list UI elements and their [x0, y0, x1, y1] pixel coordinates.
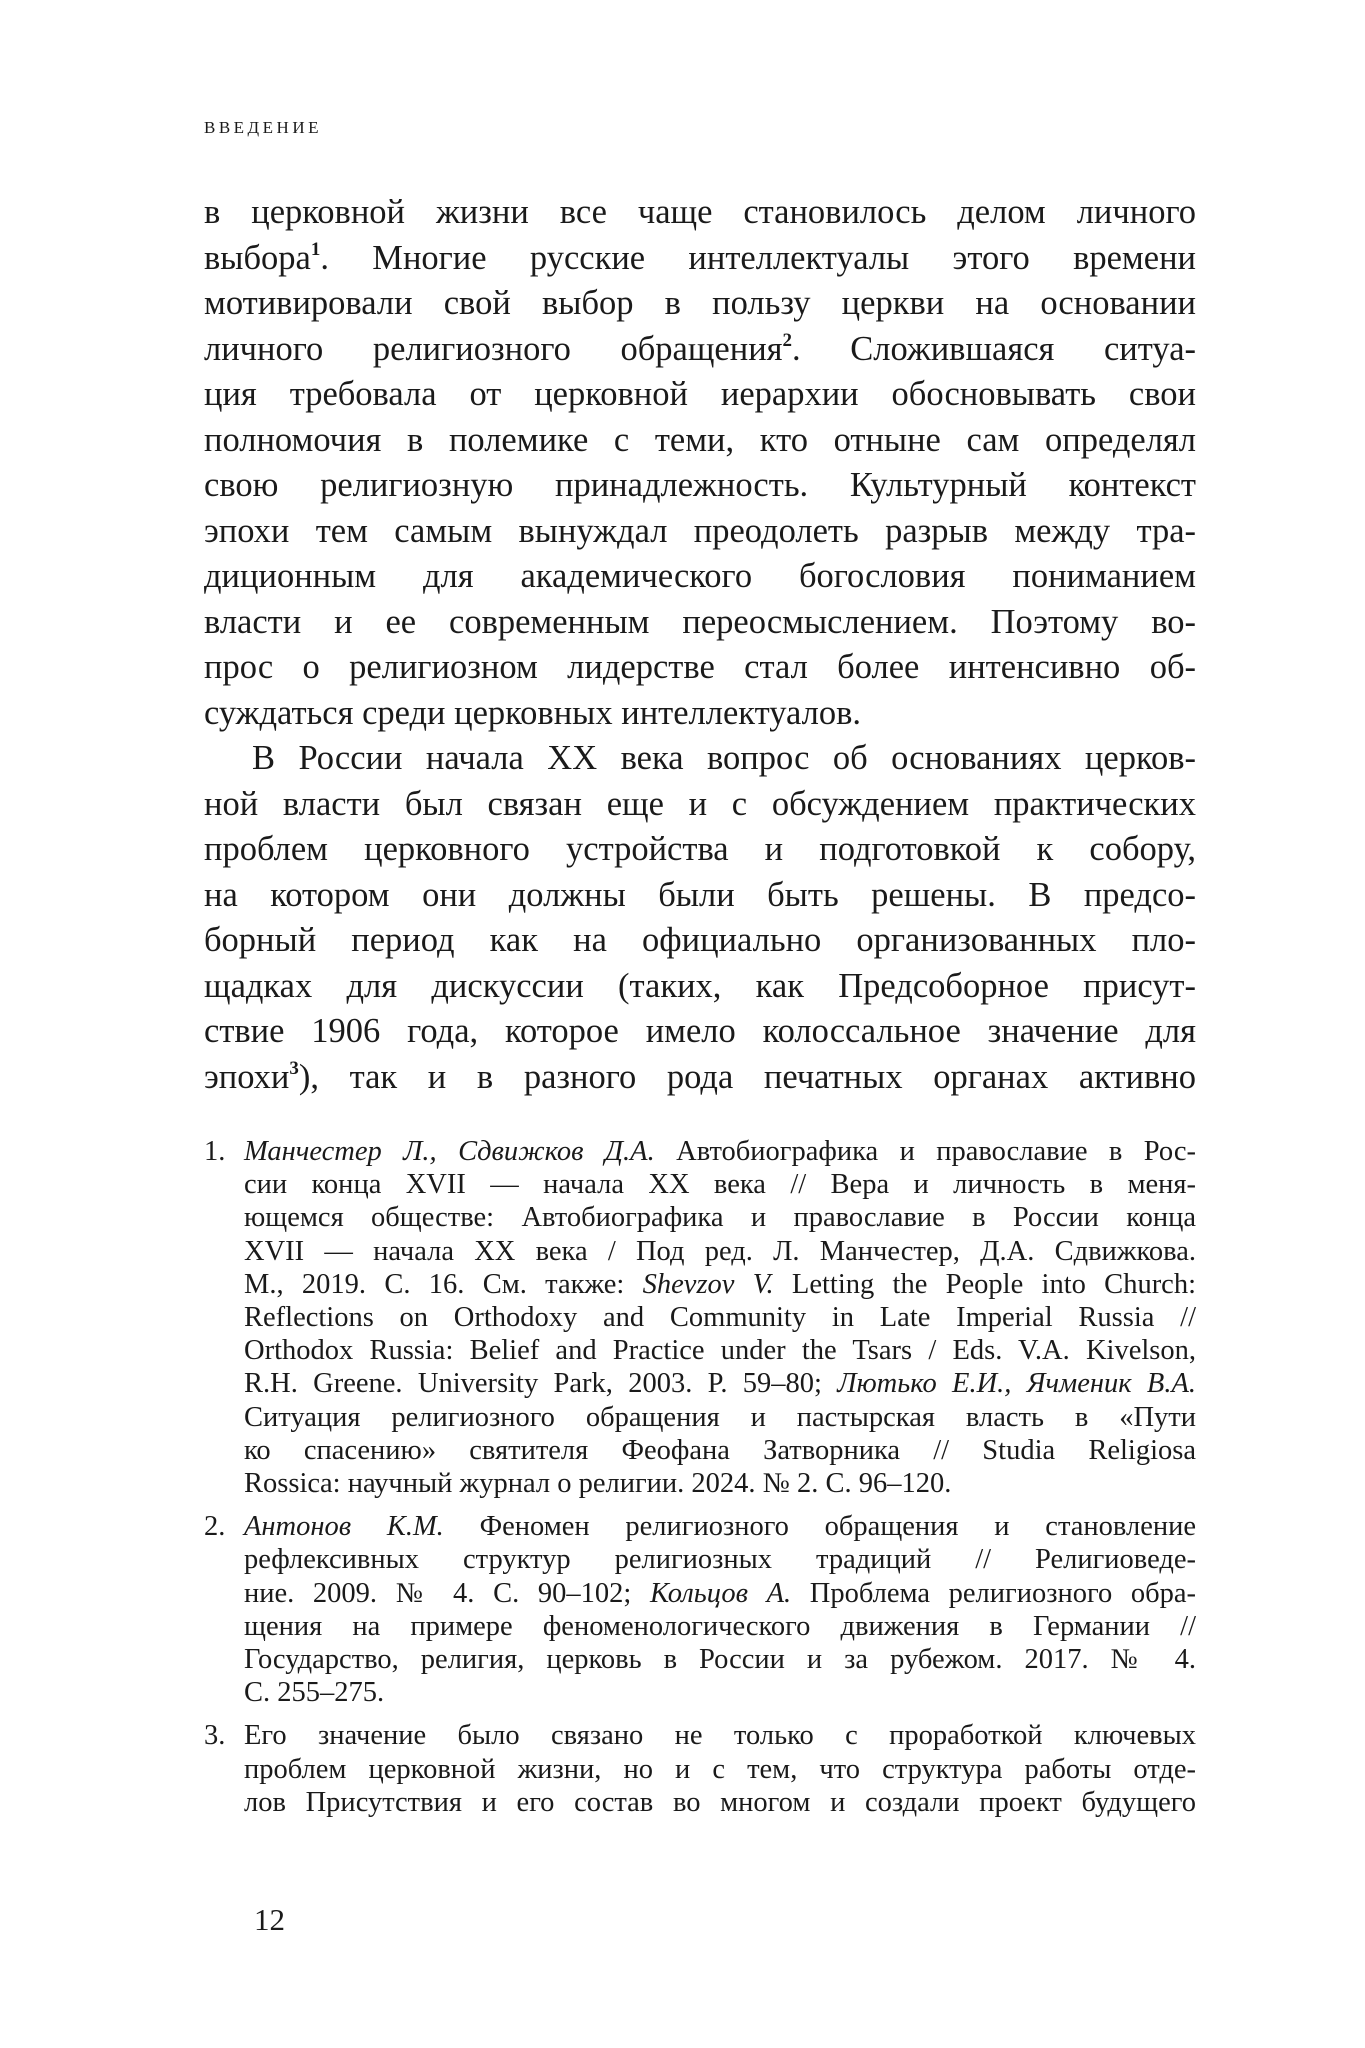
- footnote-line: лов Присутствия и его состав во многом и создали проект будущего: [244, 1786, 1196, 1818]
- footnote-line: Orthodox Russia: Belief and Practice under the Tsars / Eds. V.A. Kivelson,: [244, 1335, 1196, 1367]
- text-line: ция требовала от церковной иерархии обосновывать свои: [204, 375, 1196, 413]
- text-line: ствие 1906 года, которое имело колоссальное значение для: [204, 1012, 1196, 1050]
- text-line: на котором они должны были быть решены. В предсо-: [204, 875, 1196, 914]
- footnote-line: проблем церковной жизни, но и с тем, что структура работы отде-: [244, 1753, 1196, 1785]
- text-line: эпохи$^3$), так и в разного рода печатных органах активно: [204, 1057, 1196, 1096]
- text-line: полномочия в полемике с теми, кто отныне сам определял: [204, 420, 1196, 459]
- footnote-line: рефлексивных структур религиозных традиций // Религиоведе-: [244, 1544, 1196, 1576]
- footnote-author: Shevzov V.: [642, 1268, 774, 1300]
- footnote-line: щения на примере феноменологического движения в Германии //: [244, 1610, 1196, 1642]
- footnote-line: Reflections on Orthodoxy and Community in Late Imperial Russia //: [244, 1302, 1196, 1334]
- footnote-author: Кольцов А.: [649, 1577, 792, 1609]
- footnote-author: Антонов К.М.: [244, 1511, 444, 1543]
- text-line: В России начала XX века вопрос об основаниях церков-: [252, 739, 1196, 777]
- text-line: выбора$^1$. Многие русские интеллектуалы этого времени: [204, 238, 1196, 277]
- text-line: диционным для академического богословия пониманием: [204, 557, 1196, 595]
- footnote-ref: 2: [782, 329, 793, 351]
- footnote-author: Лютько Е.И., Ячменик В.А.: [837, 1368, 1197, 1400]
- footnote-line: XVII — начала XX века / Под ред. Л. Манчестер, Д.А. Сдвижкова.: [244, 1235, 1196, 1267]
- footnote-line: Rossica: научный журнал о религии. 2024. № 2. С. 96–120.: [244, 1468, 952, 1500]
- footnote-line: ющемся обществе: Автобиографика и православие в России конца: [244, 1202, 1196, 1234]
- text-line: эпохи тем самым вынуждал преодолеть разрыв между тра-: [204, 511, 1196, 550]
- footnote-line: сии конца XVII — начала XX века // Вера и личность в меня-: [244, 1169, 1196, 1201]
- footnote-ref: 1: [310, 238, 321, 260]
- text-line: борный период как на официально организованных пло-: [204, 921, 1196, 959]
- text-line: прос о религиозном лидерстве стал более интенсивно об-: [204, 648, 1196, 686]
- footnote-line: С. 255–275.: [244, 1677, 385, 1709]
- footnote-line: Ситуация религиозного обращения и пастырская власть в «Пути: [244, 1401, 1196, 1433]
- footnote-line: М., 2019. С. 16. См. также: Shevzov V. Letting the People into Church:: [244, 1268, 1197, 1300]
- text-line: власти и ее современным переосмыслением. Поэтому во-: [204, 602, 1196, 641]
- text-line: суждаться среди церковных интеллектуалов.: [204, 693, 862, 732]
- footnote-1: [204, 1135, 1196, 1500]
- footnote-line: ко спасению» святителя Феофана Затворника // Studia Religiosa: [244, 1434, 1196, 1466]
- footnote-line: R.H. Greene. University Park, 2003. P. 59–80; Лютько Е.И., Ячменик В.А.: [244, 1368, 1197, 1400]
- text-line: в церковной жизни все чаще становилось делом личного: [204, 193, 1196, 231]
- text-line: личного религиозного обращения$^2$. Сложившаяся ситуа-: [204, 329, 1196, 368]
- footnotes: [204, 1135, 1196, 1829]
- footnote-line: Государство, религия, церковь в России и за рубежом. 2017. № 4.: [244, 1644, 1196, 1676]
- footnote-line: Его значение было связано не только с проработкой ключевых: [244, 1720, 1196, 1752]
- footnote-line: Антонов К.М. Феномен религиозного обращения и становление: [244, 1511, 1196, 1543]
- footnote-number: 2.: [204, 1511, 226, 1543]
- running-head: ВВЕДЕНИЕ: [204, 118, 322, 137]
- text-line: щадках для дискуссии (таких, как Предсоборное присут-: [204, 966, 1196, 1005]
- text-line: мотивировали свой выбор в пользу церкви на основании: [204, 284, 1196, 322]
- main-text: [204, 190, 1196, 1100]
- page-number: 12: [254, 1902, 285, 1937]
- text-line: проблем церковного устройства и подготовкой к собору,: [204, 830, 1196, 868]
- text-line: свою религиозную принадлежность. Культурный контекст: [204, 466, 1196, 504]
- footnote-author: Манчестер Л., Сдвижков Д.А.: [244, 1136, 655, 1167]
- footnote-line: Манчестер Л., Сдвижков Д.А. Автобиографика и православие в Рос-: [244, 1136, 1196, 1167]
- footnote-number: 1.: [204, 1136, 226, 1167]
- text-line: ной власти был связан еще и с обсуждением практических: [204, 784, 1196, 823]
- footnote-2: [204, 1510, 1196, 1709]
- footnote-number: 3.: [204, 1720, 226, 1752]
- footnote-line: ние. 2009. № 4. С. 90–102; Кольцов А. Проблема религиозного обра-: [244, 1577, 1196, 1609]
- footnote-3: [204, 1719, 1196, 1819]
- footnote-ref: 3: [289, 1057, 299, 1079]
